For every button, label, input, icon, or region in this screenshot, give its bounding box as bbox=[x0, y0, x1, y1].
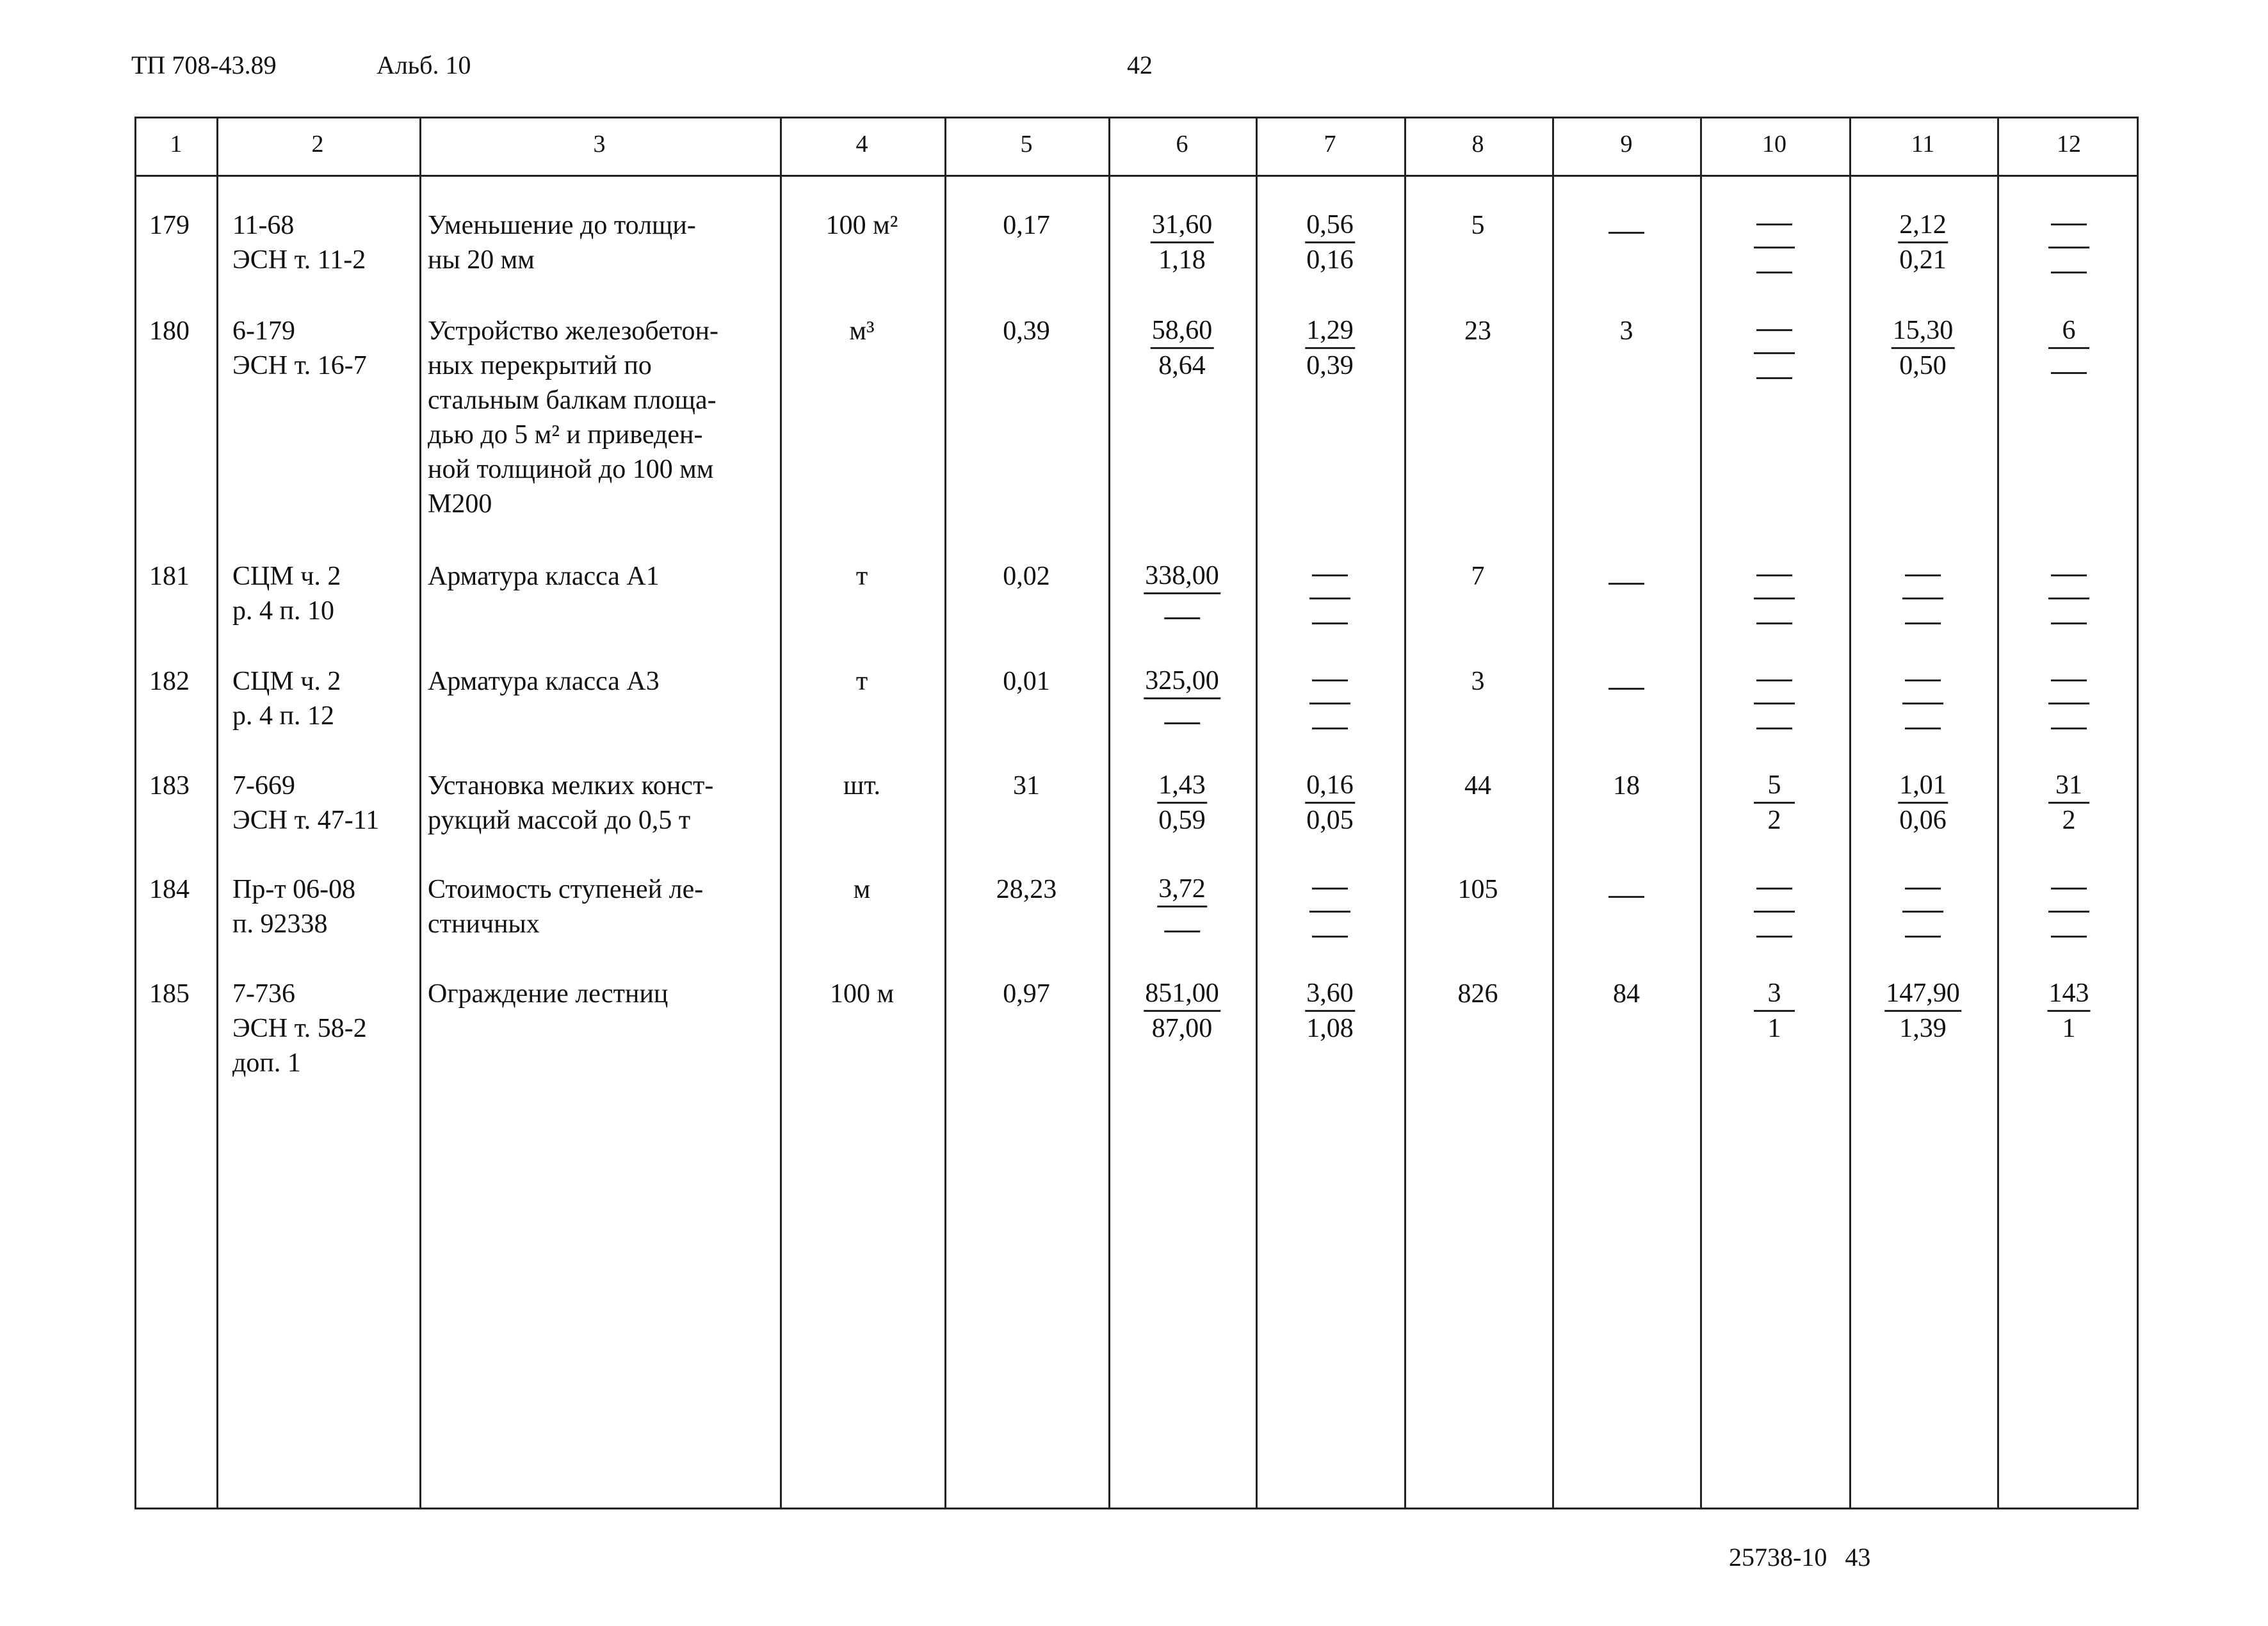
column-number: 12 bbox=[2057, 131, 2081, 158]
fraction-numerator bbox=[2048, 872, 2089, 913]
fraction-denominator bbox=[1904, 599, 1942, 633]
fraction-denominator bbox=[2050, 248, 2088, 282]
fraction-c7 bbox=[1309, 559, 1350, 633]
fraction-c6 bbox=[1144, 664, 1220, 733]
fraction-numerator bbox=[1754, 664, 1795, 704]
value-c8: 826 bbox=[1457, 979, 1498, 1009]
dash-mark bbox=[1608, 232, 1644, 234]
fraction-c6 bbox=[1157, 768, 1207, 837]
fraction-denominator bbox=[1163, 594, 1201, 628]
value-c8: 23 bbox=[1464, 316, 1491, 346]
fraction-numerator bbox=[1309, 872, 1350, 913]
fraction-denominator bbox=[2050, 704, 2088, 738]
quantity: 0,97 bbox=[1003, 979, 1050, 1009]
fraction-numerator: 0,16 bbox=[1305, 768, 1355, 804]
unit: шт. bbox=[843, 771, 881, 801]
quantity: 31 bbox=[1013, 771, 1040, 801]
fraction-denominator bbox=[1755, 248, 1794, 282]
fraction-denominator bbox=[1163, 699, 1201, 733]
column-number: 9 bbox=[1620, 131, 1633, 158]
dash-mark bbox=[1608, 896, 1644, 898]
fraction-c10 bbox=[1754, 559, 1795, 633]
work-name: Устройство железобетон- ных перекрытий по стальным балкам площа- дью до 5 м² и приведен- ной толщиной до 100 мм М200 bbox=[428, 316, 719, 519]
fraction-c7 bbox=[1309, 872, 1350, 946]
value-c9 bbox=[1608, 872, 1644, 907]
footer-code: 25738-10 bbox=[1729, 1543, 1827, 1572]
fraction-numerator bbox=[1754, 559, 1795, 599]
column-number: 11 bbox=[1911, 131, 1935, 158]
dash-mark bbox=[1312, 728, 1348, 729]
fraction-c7 bbox=[1305, 314, 1355, 382]
dash-mark bbox=[1905, 574, 1941, 576]
fraction-numerator: 1,29 bbox=[1305, 314, 1355, 349]
column-rule bbox=[780, 118, 782, 1508]
work-name: Ограждение лестниц bbox=[428, 979, 668, 1009]
header-rule bbox=[136, 175, 2137, 177]
fraction-numerator bbox=[1754, 208, 1795, 248]
norm-code: СЦМ ч. 2 р. 4 п. 10 bbox=[232, 562, 341, 626]
fraction-c12 bbox=[2048, 664, 2089, 738]
dash-mark bbox=[2051, 728, 2087, 729]
dash-mark bbox=[1756, 272, 1792, 273]
fraction-denominator: 1 bbox=[2062, 1014, 2076, 1043]
value-c9: 18 bbox=[1613, 771, 1640, 801]
dash-mark bbox=[1608, 583, 1644, 585]
work-name: Арматура класса А1 bbox=[428, 562, 660, 591]
fraction-numerator bbox=[1309, 559, 1350, 599]
fraction-denominator: 0,50 bbox=[1899, 351, 1947, 380]
fraction-numerator bbox=[2048, 208, 2089, 248]
fraction-c7 bbox=[1305, 977, 1355, 1045]
fraction-c11 bbox=[1902, 872, 1943, 946]
quantity: 28,23 bbox=[996, 875, 1057, 904]
value-c9 bbox=[1608, 664, 1644, 699]
fraction-numerator: 851,00 bbox=[1144, 977, 1220, 1012]
fraction-denominator: 2 bbox=[2062, 806, 2076, 835]
fraction-numerator: 2,12 bbox=[1898, 208, 1948, 243]
fraction-c6 bbox=[1151, 208, 1214, 277]
column-number: 10 bbox=[1762, 131, 1786, 158]
fraction-c12 bbox=[2048, 559, 2089, 633]
fraction-denominator bbox=[2050, 599, 2088, 633]
fraction-denominator bbox=[1755, 599, 1794, 633]
value-c8: 7 bbox=[1471, 562, 1485, 591]
fraction-numerator: 58,60 bbox=[1151, 314, 1214, 349]
fraction-numerator: 3,72 bbox=[1157, 872, 1207, 907]
fraction-c12 bbox=[2048, 977, 2091, 1045]
dash-mark bbox=[2051, 679, 2087, 681]
fraction-numerator: 325,00 bbox=[1144, 664, 1220, 699]
value-c9 bbox=[1608, 208, 1644, 243]
column-rule bbox=[1404, 118, 1406, 1508]
value-c8: 44 bbox=[1464, 771, 1491, 801]
fraction-numerator: 15,30 bbox=[1891, 314, 1955, 349]
quantity: 0,17 bbox=[1003, 211, 1050, 240]
unit: 100 м² bbox=[825, 211, 898, 240]
fraction-numerator: 3 bbox=[1754, 977, 1795, 1012]
fraction-numerator bbox=[1754, 314, 1795, 354]
fraction-numerator: 147,90 bbox=[1884, 977, 1961, 1012]
dash-mark bbox=[1312, 888, 1348, 890]
norm-code: 11-68 ЭСН т. 11-2 bbox=[232, 211, 366, 275]
dash-mark bbox=[1164, 617, 1200, 619]
work-name: Уменьшение до толщи- ны 20 мм bbox=[428, 211, 696, 275]
dash-mark bbox=[2051, 888, 2087, 890]
fraction-c11 bbox=[1898, 208, 1948, 277]
norm-code: 6-179 ЭСН т. 16-7 bbox=[232, 316, 367, 380]
value-c8: 3 bbox=[1471, 667, 1485, 696]
dash-mark bbox=[1905, 728, 1941, 729]
fraction-denominator bbox=[1755, 704, 1794, 738]
dash-mark bbox=[1756, 888, 1792, 890]
fraction-c6 bbox=[1144, 559, 1220, 628]
fraction-numerator: 5 bbox=[1754, 768, 1795, 804]
fraction-c7 bbox=[1309, 664, 1350, 738]
column-number: 5 bbox=[1020, 131, 1033, 158]
column-number: 4 bbox=[855, 131, 868, 158]
fraction-c12 bbox=[2048, 768, 2089, 837]
fraction-denominator bbox=[1755, 354, 1794, 387]
row-number: 184 bbox=[149, 875, 190, 904]
fraction-numerator bbox=[1902, 559, 1943, 599]
column-number: 6 bbox=[1176, 131, 1188, 158]
fraction-numerator bbox=[2048, 559, 2089, 599]
fraction-c10 bbox=[1754, 208, 1795, 282]
fraction-c11 bbox=[1902, 664, 1943, 738]
work-name: Установка мелких конст- рукций массой до 0,5 т bbox=[428, 771, 714, 835]
dash-mark bbox=[1164, 931, 1200, 932]
fraction-denominator: 0,59 bbox=[1158, 806, 1206, 835]
album-label: Альб. 10 bbox=[377, 51, 471, 79]
row-number: 181 bbox=[149, 562, 190, 591]
fraction-denominator: 0,06 bbox=[1899, 806, 1947, 835]
column-rule bbox=[1700, 118, 1702, 1508]
dash-mark bbox=[1756, 679, 1792, 681]
column-rule bbox=[944, 118, 946, 1508]
fraction-denominator bbox=[2050, 913, 2088, 946]
fraction-numerator: 31,60 bbox=[1151, 208, 1214, 243]
fraction-denominator bbox=[1163, 907, 1201, 941]
fraction-c7 bbox=[1305, 208, 1355, 277]
estimate-table bbox=[134, 117, 2139, 1509]
norm-code: Пр-т 06-08 п. 92338 bbox=[232, 875, 356, 939]
fraction-denominator: 0,16 bbox=[1306, 245, 1354, 275]
fraction-c10 bbox=[1754, 768, 1795, 837]
fraction-numerator: 143 bbox=[2048, 977, 2091, 1012]
fraction-numerator bbox=[1754, 872, 1795, 913]
fraction-c12 bbox=[2048, 314, 2089, 382]
fraction-c12 bbox=[2048, 208, 2089, 282]
fraction-numerator bbox=[1902, 664, 1943, 704]
column-rule bbox=[1552, 118, 1554, 1508]
dash-mark bbox=[2051, 272, 2087, 273]
fraction-c6 bbox=[1151, 314, 1214, 382]
dash-mark bbox=[1905, 679, 1941, 681]
unit: т bbox=[855, 562, 868, 591]
work-name: Арматура класса А3 bbox=[428, 667, 660, 696]
dash-mark bbox=[1312, 679, 1348, 681]
footer-page: 43 bbox=[1845, 1543, 1871, 1572]
fraction-c10 bbox=[1754, 314, 1795, 387]
fraction-c11 bbox=[1898, 768, 1948, 837]
dash-mark bbox=[1905, 622, 1941, 624]
quantity: 0,01 bbox=[1003, 667, 1050, 696]
fraction-denominator bbox=[1311, 704, 1349, 738]
unit: м³ bbox=[849, 316, 875, 346]
dash-mark bbox=[1312, 622, 1348, 624]
dash-mark bbox=[1905, 888, 1941, 890]
dash-mark bbox=[2051, 224, 2087, 225]
fraction-c11 bbox=[1902, 559, 1943, 633]
row-number: 179 bbox=[149, 211, 190, 240]
fraction-c6 bbox=[1157, 872, 1207, 941]
fraction-c11 bbox=[1884, 977, 1961, 1045]
fraction-denominator: 1,39 bbox=[1899, 1014, 1947, 1043]
dash-mark bbox=[1756, 224, 1792, 225]
column-number: 2 bbox=[311, 131, 324, 158]
dash-mark bbox=[1756, 377, 1792, 379]
column-rule bbox=[216, 118, 218, 1508]
fraction-numerator: 1,43 bbox=[1157, 768, 1207, 804]
dash-mark bbox=[1756, 936, 1792, 938]
quantity: 0,39 bbox=[1003, 316, 1050, 346]
norm-code: 7-736 ЭСН т. 58-2 доп. 1 bbox=[232, 979, 367, 1078]
fraction-denominator bbox=[1311, 913, 1349, 946]
fraction-numerator: 1,01 bbox=[1898, 768, 1948, 804]
value-c8: 5 bbox=[1471, 211, 1485, 240]
unit: 100 м bbox=[829, 979, 895, 1009]
fraction-denominator: 1 bbox=[1767, 1014, 1781, 1043]
fraction-denominator: 8,64 bbox=[1158, 351, 1206, 380]
dash-mark bbox=[2051, 574, 2087, 576]
column-rule bbox=[1849, 118, 1851, 1508]
fraction-c6 bbox=[1144, 977, 1220, 1045]
fraction-denominator: 0,39 bbox=[1306, 351, 1354, 380]
fraction-denominator bbox=[1904, 704, 1942, 738]
fraction-c11 bbox=[1891, 314, 1955, 382]
fraction-numerator: 31 bbox=[2048, 768, 2089, 804]
fraction-denominator: 0,21 bbox=[1899, 245, 1947, 275]
unit: м bbox=[853, 875, 871, 904]
column-number: 8 bbox=[1471, 131, 1484, 158]
fraction-numerator bbox=[1309, 664, 1350, 704]
dash-mark bbox=[1756, 622, 1792, 624]
column-number: 7 bbox=[1324, 131, 1336, 158]
fraction-numerator: 6 bbox=[2048, 314, 2089, 349]
fraction-denominator: 2 bbox=[1767, 806, 1781, 835]
work-name: Стоимость ступеней ле- стничных bbox=[428, 875, 704, 939]
dash-mark bbox=[2051, 936, 2087, 938]
fraction-denominator: 0,05 bbox=[1306, 806, 1354, 835]
row-number: 180 bbox=[149, 316, 190, 346]
fraction-c7 bbox=[1305, 768, 1355, 837]
dash-mark bbox=[1312, 574, 1348, 576]
value-c9: 3 bbox=[1619, 316, 1633, 346]
fraction-numerator: 338,00 bbox=[1144, 559, 1220, 594]
fraction-numerator bbox=[1902, 872, 1943, 913]
value-c9 bbox=[1608, 559, 1644, 594]
fraction-c10 bbox=[1754, 872, 1795, 946]
fraction-denominator: 1,08 bbox=[1306, 1014, 1354, 1043]
fraction-numerator: 0,56 bbox=[1305, 208, 1355, 243]
column-number: 1 bbox=[170, 131, 182, 158]
dash-mark bbox=[1756, 329, 1792, 331]
column-rule bbox=[1256, 118, 1258, 1508]
fraction-c12 bbox=[2048, 872, 2089, 946]
fraction-numerator: 3,60 bbox=[1305, 977, 1355, 1012]
norm-code: СЦМ ч. 2 р. 4 п. 12 bbox=[232, 667, 341, 731]
document-code: ТП 708-43.89 bbox=[131, 51, 277, 79]
column-rule bbox=[1997, 118, 1999, 1508]
fraction-c10 bbox=[1754, 977, 1795, 1045]
dash-mark bbox=[1608, 688, 1644, 690]
value-c8: 105 bbox=[1457, 875, 1498, 904]
unit: т bbox=[855, 667, 868, 696]
fraction-denominator bbox=[2050, 349, 2088, 382]
page-number: 42 bbox=[1127, 51, 1153, 79]
fraction-numerator bbox=[2048, 664, 2089, 704]
fraction-denominator bbox=[1904, 913, 1942, 946]
dash-mark bbox=[2051, 372, 2087, 374]
value-c9: 84 bbox=[1613, 979, 1640, 1009]
fraction-c10 bbox=[1754, 664, 1795, 738]
column-rule bbox=[1108, 118, 1110, 1508]
dash-mark bbox=[1756, 728, 1792, 729]
row-number: 185 bbox=[149, 979, 190, 1009]
page-footer bbox=[1729, 1542, 1870, 1572]
fraction-denominator: 87,00 bbox=[1151, 1014, 1213, 1043]
dash-mark bbox=[1905, 936, 1941, 938]
dash-mark bbox=[1312, 936, 1348, 938]
dash-mark bbox=[2051, 622, 2087, 624]
fraction-denominator bbox=[1755, 913, 1794, 946]
dash-mark bbox=[1756, 574, 1792, 576]
quantity: 0,02 bbox=[1003, 562, 1050, 591]
dash-mark bbox=[1164, 722, 1200, 724]
norm-code: 7-669 ЭСН т. 47-11 bbox=[232, 771, 380, 835]
row-number: 182 bbox=[149, 667, 190, 696]
row-number: 183 bbox=[149, 771, 190, 801]
column-number: 3 bbox=[593, 131, 606, 158]
fraction-denominator: 1,18 bbox=[1158, 245, 1206, 275]
fraction-denominator bbox=[1311, 599, 1349, 633]
